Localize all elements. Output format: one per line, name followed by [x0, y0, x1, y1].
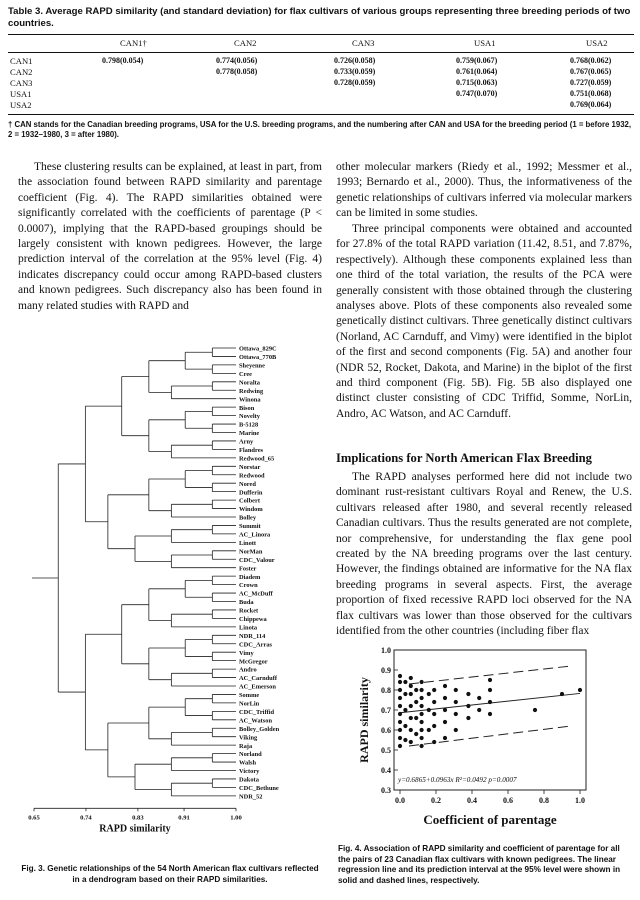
data-point [403, 724, 407, 728]
data-point [409, 728, 413, 732]
data-point [414, 716, 418, 720]
col-header: CAN2 [234, 38, 257, 48]
dendro-leaf-label: NDR_114 [239, 632, 266, 640]
row-label: USA2 [10, 100, 32, 110]
dendro-leaf-label: B-5128 [239, 421, 259, 429]
data-point [398, 712, 402, 716]
table-bottom-rule [8, 114, 634, 115]
dendro-leaf-label: NDR_52 [239, 793, 263, 801]
table-cell: 0.715(0.063) [456, 78, 498, 87]
data-point [488, 712, 492, 716]
dendro-leaf-label: Winona [239, 396, 261, 404]
data-point [533, 708, 537, 712]
dendro-tick-label: 1.00 [230, 814, 242, 822]
data-point [420, 720, 424, 724]
col-header: CAN3 [352, 38, 375, 48]
data-point [560, 692, 564, 696]
data-point [409, 684, 413, 688]
data-point [488, 700, 492, 704]
table-cell: 0.761(0.064) [456, 67, 498, 76]
dendro-leaf-label: Nored [239, 480, 256, 488]
table-cell: 0.774(0.056) [216, 56, 258, 65]
dendro-tick-label: 0.83 [132, 814, 144, 822]
data-point [420, 744, 424, 748]
dendro-axis-label: RAPD similarity [99, 823, 171, 835]
col-header: USA2 [586, 38, 608, 48]
data-point [432, 700, 436, 704]
dendro-leaf-label: Redwood_65 [239, 455, 275, 463]
table-header-rule [8, 52, 634, 53]
data-point [409, 704, 413, 708]
dendro-leaf-label: CDC_Arras [239, 641, 273, 649]
data-point [488, 678, 492, 682]
fig3-caption: Fig. 3. Genetic relationships of the 54 North American flax cultivars reflected in a dendrogram based on their RAPD similarities. [21, 864, 319, 884]
data-point [420, 688, 424, 692]
data-point [409, 740, 413, 744]
data-point [414, 688, 418, 692]
y-tick-label: 0.5 [381, 746, 391, 755]
body-paragraph-right-2: Three principal components were obtained and accounted for 27.8% of the total RAPD variation (11.42, 8.51, and 7.87%, respectively). Although these components explained less than one third of the total variation, the results of the PCA were generally consistent with those obtained through the clustering analyses above. Plots of these components also revealed some genetically distinct cultivars. Three genetically distinct cultivars (Norland, AC Carnduff, and Vimy) were identified in the biplot of the first and second components (Fig. 5A) and another four (NDR 52, Rocket, Dakota, and Marine) in the biplot of the first and third component (Fig. 5B). Fig. 5B also displayed one distinct cluster consisting of CDC Triffid, Somme, NorLin, Andro, AC Watson, and AC Carnduff. [336, 223, 632, 420]
dendro-leaf-label: Crown [239, 582, 258, 590]
table-cell: 0.769(0.064) [570, 100, 612, 109]
table-cell: 0.728(0.059) [334, 78, 376, 87]
dendro-leaf-label: Victory [239, 768, 260, 776]
fig4-caption: Fig. 4. Association of RAPD similarity and coefficient of parentage for all the pairs of 23 Canadian flax cultivars with known pedigrees. The linear regression line and its prediction interval at the 95% level were shown in solid and dashed lines, respectively. [338, 844, 621, 885]
data-point [420, 704, 424, 708]
body-paragraph-left: These clustering results can be explained, at least in part, from the association found between RAPD similarity and parentage coefficient (Fig. 4). The RAPD similarities obtained were significantly correlated with the coefficients of parentage (P < 0.0007), implying that the RAPD-based groupings should be largely consistent with known pedigrees. However, the large prediction interval of the correlation at the 95% level (Fig. 4) indicates discrepancy could occur among RAPD-based clusters and known pedigrees. Such discrepancy also has been found in many related studies with RAPD and [18, 161, 322, 312]
table-cell: 0.767(0.065) [570, 67, 612, 76]
y-tick-label: 0.6 [381, 726, 391, 735]
table-header-row [8, 38, 634, 50]
data-point [466, 692, 470, 696]
row-label: CAN1 [10, 56, 33, 66]
dendro-leaf-label: Arny [239, 438, 254, 446]
table-row [8, 67, 634, 78]
data-point [398, 680, 402, 684]
data-point [403, 738, 407, 742]
table-cell: 0.733(0.059) [334, 67, 376, 76]
dendro-leaf-label: Viking [239, 734, 258, 742]
dendro-leaf-label: Andro [239, 666, 257, 674]
dendro-leaf-label: Diadem [239, 573, 261, 581]
data-point [427, 728, 431, 732]
data-point [454, 728, 458, 732]
dendro-leaf-label: Vimy [239, 649, 254, 657]
dendro-leaf-label: Buda [239, 599, 254, 607]
x-tick-label: 0.0 [395, 796, 405, 805]
data-point [398, 674, 402, 678]
data-point [398, 704, 402, 708]
dendro-leaf-label: Bolley [239, 514, 257, 522]
table-row [8, 100, 634, 111]
data-point [420, 712, 424, 716]
dendro-leaf-label: Ottawa_770B [239, 354, 277, 362]
dendro-leaf-label: Norland [239, 751, 262, 759]
data-point [398, 688, 402, 692]
dendro-leaf-label: AC_Carnduff [239, 675, 277, 683]
dendro-leaf-label: Sheyenne [239, 362, 265, 370]
x-tick-label: 0.2 [431, 796, 441, 805]
row-label: USA1 [10, 89, 32, 99]
dendro-tick-label: 0.65 [28, 814, 40, 822]
table-footnote: † CAN stands for the Canadian breeding programs, USA for the U.S. breeding programs, and the numbering after CAN and USA for the breeding period (1 = before 1932, 2 = 1932–1980, 3 = after 1980). [8, 120, 632, 139]
data-point [398, 696, 402, 700]
table-caption: Table 3. Average RAPD similarity (and standard deviation) for flax cultivars of various groups representing three breeding periods of two countries. [8, 6, 631, 29]
dendro-leaf-label: Noralta [239, 379, 260, 387]
section-heading: Implications for North American Flax Breeding [336, 451, 592, 465]
data-point [420, 680, 424, 684]
y-tick-label: 0.3 [381, 786, 391, 795]
col-header: CAN1† [120, 38, 147, 48]
dendro-leaf-label: Ottawa_829C [239, 345, 277, 353]
table-cell: 0.798(0.054) [102, 56, 144, 65]
data-point [398, 744, 402, 748]
data-point [427, 708, 431, 712]
dendro-leaf-label: Windom [239, 506, 263, 514]
dendro-leaf-label: Summit [239, 523, 261, 531]
scatter-chart [340, 640, 630, 840]
data-point [466, 716, 470, 720]
y-tick-label: 0.7 [381, 706, 391, 715]
data-point [409, 692, 413, 696]
dendro-leaf-label: Cree [239, 370, 253, 378]
data-point [443, 736, 447, 740]
table-cell: 0.747(0.070) [456, 89, 498, 98]
data-point [443, 708, 447, 712]
dendro-leaf-label: Redwood [239, 472, 265, 480]
data-point [488, 688, 492, 692]
table-cell: 0.759(0.067) [456, 56, 498, 65]
dendro-leaf-label: Linott [239, 539, 257, 547]
col-header: USA1 [474, 38, 496, 48]
dendro-leaf-label: Walsh [239, 759, 257, 767]
y-tick-label: 0.4 [381, 766, 391, 775]
data-point [432, 688, 436, 692]
data-point [432, 740, 436, 744]
data-point [443, 684, 447, 688]
data-point [432, 712, 436, 716]
dendro-leaf-label: Colbert [239, 497, 260, 505]
data-point [398, 736, 402, 740]
dendrogram [18, 340, 322, 850]
dendro-leaf-label: Novelty [239, 413, 260, 421]
data-point [477, 696, 481, 700]
dendro-leaf-label: CDC_Triffid [239, 708, 275, 716]
data-point [420, 736, 424, 740]
data-point [403, 692, 407, 696]
dendro-leaf-label: Chippewa [239, 616, 267, 623]
table-row [8, 89, 634, 100]
dendro-leaf-label: Flandres [239, 447, 264, 454]
data-point [403, 680, 407, 684]
data-point [443, 696, 447, 700]
dendro-leaf-label: AC_Linora [239, 531, 271, 539]
dendro-leaf-label: Rocket [239, 607, 259, 615]
data-point [398, 720, 402, 724]
data-point [432, 724, 436, 728]
dendro-leaf-label: Redwing [239, 387, 264, 395]
data-point [414, 732, 418, 736]
x-tick-label: 0.6 [503, 796, 513, 805]
data-point [403, 708, 407, 712]
dendro-tick-label: 0.74 [80, 814, 92, 822]
plot-frame [394, 650, 586, 790]
table-top-rule [8, 34, 634, 35]
body-paragraph-right-3: The RAPD analyses performed here did not include two dominant rust-resistant cultivars Royal and Renew, the U.S. cultivars released after 1980, and several recently released Canadian cultivars. Thus the results generated are not complete, nor comprehensive, for understanding the flax gene pool created by the NA breeding programs over the last century. However, the findings obtained are informative for the NA flax breeding programs in several aspects. First, the average proportion of fixed recessive RAPD loci observed for the NA flax cultivars was lower than those observed for the cultivars identified from the other countries (including fiber flax [336, 471, 632, 638]
data-point [420, 696, 424, 700]
table-cell: 0.751(0.068) [570, 89, 612, 98]
body-paragraph-right-1: other molecular markers (Riedy et al., 1992; Messmer et al., 1993; Bernardo et al., 2000). Thus, the informativeness of the genetic relationships of cultivars inferred via molecular markers can be limited in some studies. [336, 161, 632, 220]
regression-annotation: y=0.6865+0.0963x R²=0.0492 p=0.0007 [398, 776, 517, 784]
dendro-leaf-label: Linota [239, 624, 258, 632]
dendro-leaf-label: AC_Emerson [239, 683, 276, 691]
x-tick-label: 0.4 [467, 796, 477, 805]
table-cell: 0.768(0.062) [570, 56, 612, 65]
dendro-leaf-label: NorLin [239, 700, 260, 708]
x-axis-label: Coefficient of parentage [423, 812, 557, 827]
dendro-leaf-label: Norstar [239, 463, 261, 471]
data-point [443, 720, 447, 724]
data-point [427, 692, 431, 696]
data-point [454, 688, 458, 692]
data-point [466, 704, 470, 708]
data-point [409, 676, 413, 680]
dendro-leaf-label: Foster [239, 565, 257, 573]
y-tick-label: 1.0 [381, 646, 391, 655]
y-tick-label: 0.8 [381, 686, 391, 695]
dendro-leaf-label: Marine [239, 430, 260, 438]
data-point [420, 728, 424, 732]
dendro-leaf-label: AC_Watson [239, 717, 273, 725]
data-point [409, 716, 413, 720]
dendro-leaf-label: Somme [239, 692, 260, 700]
dendro-leaf-label: AC_McDuff [239, 590, 273, 598]
dendro-leaf-label: CDC_Bethune [239, 785, 279, 792]
dendro-leaf-label: Bison [239, 404, 255, 412]
dendro-leaf-label: CDC_Valour [239, 556, 275, 564]
data-point [414, 700, 418, 704]
row-label: CAN3 [10, 78, 33, 88]
data-point [477, 708, 481, 712]
table-cell: 0.726(0.058) [334, 56, 376, 65]
y-tick-label: 0.9 [381, 666, 391, 675]
data-point [578, 688, 582, 692]
dendro-tick-label: 0.91 [178, 814, 190, 822]
row-label: CAN2 [10, 67, 33, 77]
data-point [398, 728, 402, 732]
table-row [8, 56, 634, 67]
dendro-leaf-label: Dufferin [239, 489, 263, 497]
dendro-leaf-label: Dakota [239, 776, 259, 784]
data-point [454, 712, 458, 716]
data-point [454, 700, 458, 704]
dendro-leaf-label: Raja [239, 742, 253, 750]
table-cell: 0.778(0.058) [216, 67, 258, 76]
x-tick-label: 1.0 [575, 796, 585, 805]
dendro-leaf-label: Bolley_Golden [239, 725, 280, 733]
dendro-leaf-label: NorMan [239, 548, 263, 556]
table-row [8, 78, 634, 89]
x-tick-label: 0.8 [539, 796, 549, 805]
y-axis-label: RAPD similarity [357, 677, 371, 763]
table-cell: 0.727(0.059) [570, 78, 612, 87]
dendro-leaf-label: McGregor [239, 658, 268, 666]
